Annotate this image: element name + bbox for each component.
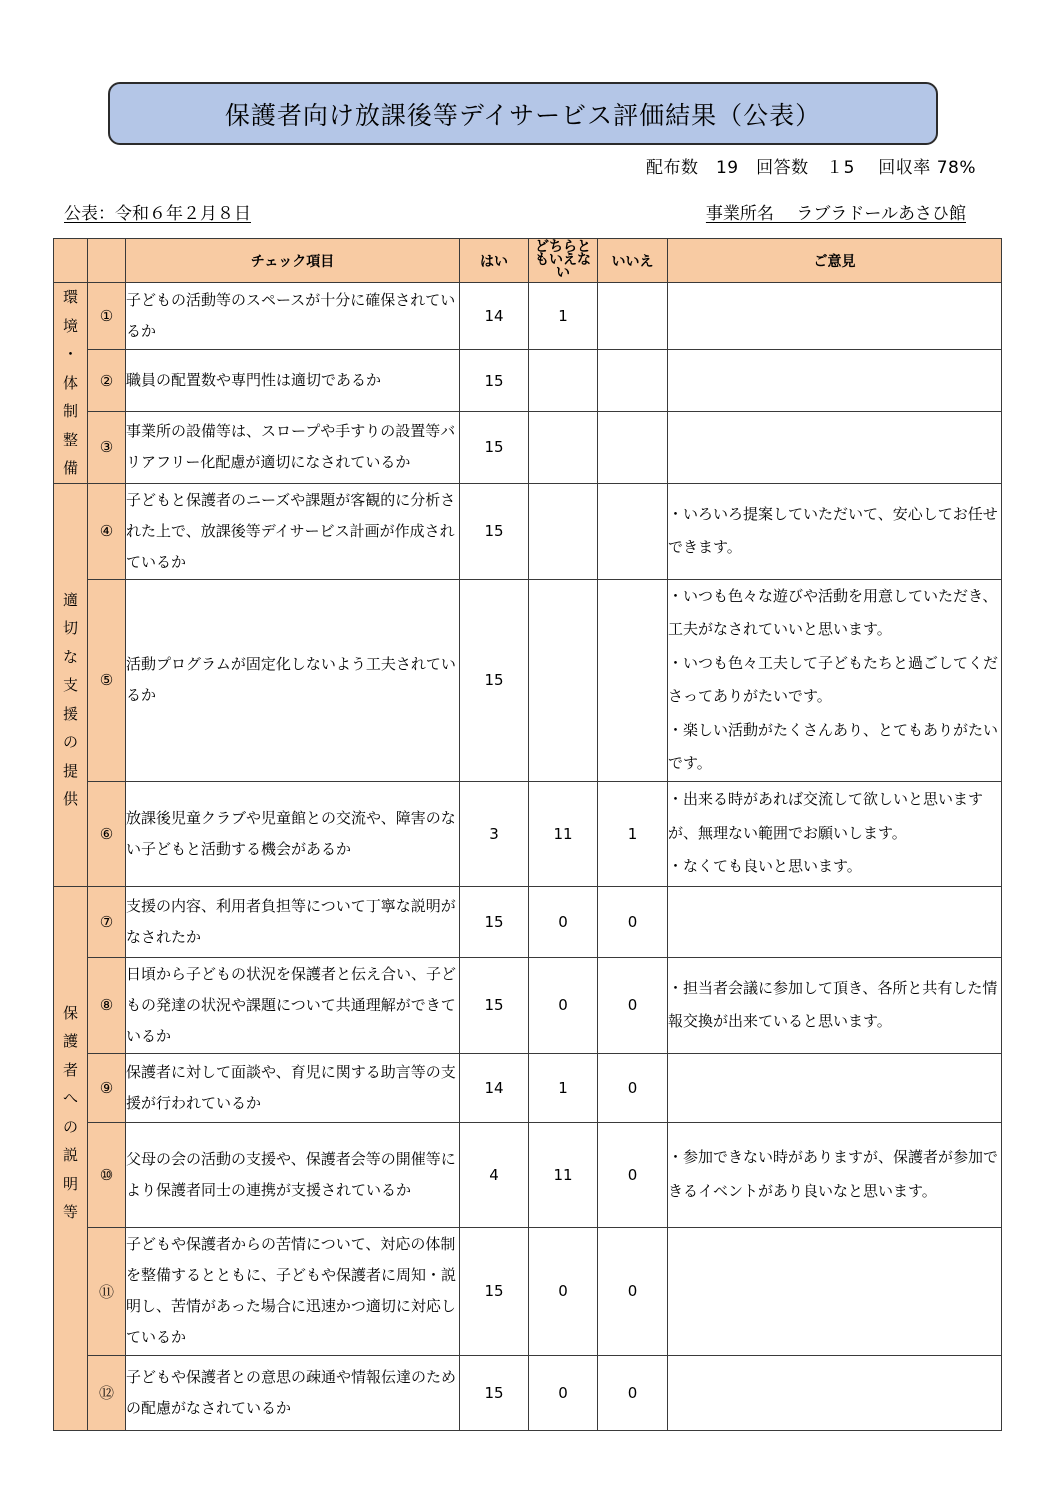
item-number: ⑧ xyxy=(88,957,126,1053)
header-no: いいえ xyxy=(598,239,668,283)
table-row xyxy=(54,1227,1002,1355)
check-item-text: 日頃から子どもの状況を保護者と伝え合い、子どもの発達の状況や課題について共通理解ができているか xyxy=(126,957,460,1053)
yes-count: 14 xyxy=(460,283,529,350)
opinion-cell xyxy=(668,1053,1002,1122)
check-item-text: 事業所の設備等は、スロープや手すりの設置等バリアフリー化配慮が適切になされているか xyxy=(126,412,460,483)
neither-count: 0 xyxy=(529,1227,598,1355)
yes-count: 15 xyxy=(460,483,529,579)
opinion-cell xyxy=(668,781,1002,886)
neither-count xyxy=(529,412,598,483)
no-count xyxy=(598,412,668,483)
check-item-text: 父母の会の活動の支援や、保護者会等の開催等により保護者同士の連携が支援されているか xyxy=(126,1122,460,1227)
neither-count: 1 xyxy=(529,283,598,350)
no-count: 0 xyxy=(598,957,668,1053)
table-header-row xyxy=(54,239,1002,283)
table-row xyxy=(54,412,1002,483)
header-opinion: ご意見 xyxy=(668,239,1002,283)
opinion-comment: ・楽しい活動がたくさんあり、とてもありがたいです。 xyxy=(668,720,999,772)
no-count xyxy=(598,350,668,412)
yes-count: 15 xyxy=(460,957,529,1053)
no-count: 0 xyxy=(598,886,668,957)
yes-count: 15 xyxy=(460,579,529,781)
item-number: ⑤ xyxy=(88,579,126,781)
item-number: ③ xyxy=(88,412,126,483)
no-count: 1 xyxy=(598,781,668,886)
table-row xyxy=(54,350,1002,412)
neither-count: 1 xyxy=(529,1053,598,1122)
table-row xyxy=(54,781,1002,886)
publication-date: 公表：令和６年２月８日 xyxy=(64,204,251,224)
neither-count xyxy=(529,579,598,781)
title-text: 保護者向け放課後等デイサービス評価結果（公表） xyxy=(224,100,822,130)
opinion-cell xyxy=(668,886,1002,957)
neither-count: 0 xyxy=(529,957,598,1053)
yes-count: 15 xyxy=(460,886,529,957)
header-blank-number xyxy=(88,239,126,283)
neither-count: 11 xyxy=(529,1122,598,1227)
neither-count xyxy=(529,350,598,412)
item-number: ④ xyxy=(88,483,126,579)
opinion-cell xyxy=(668,1122,1002,1227)
no-count xyxy=(598,283,668,350)
opinion-cell xyxy=(668,483,1002,579)
yes-count: 4 xyxy=(460,1122,529,1227)
table-row xyxy=(54,886,1002,957)
item-number: ② xyxy=(88,350,126,412)
yes-count: 15 xyxy=(460,350,529,412)
yes-count: 15 xyxy=(460,1227,529,1355)
category-cell: 環 境 ・ 体 制 整 備 xyxy=(54,283,88,484)
opinion-comment: ・いろいろ提案していただいて、安心してお任せできます。 xyxy=(668,504,998,556)
yes-count: 14 xyxy=(460,1053,529,1122)
item-number: ⑥ xyxy=(88,781,126,886)
page-title xyxy=(108,82,938,145)
item-number: ⑩ xyxy=(88,1122,126,1227)
table-row xyxy=(54,1122,1002,1227)
no-count: 0 xyxy=(598,1227,668,1355)
table-row xyxy=(54,1053,1002,1122)
opinion-comment: ・いつも色々な遊びや活動を用意していただき、工夫がなされていいと思います。 xyxy=(668,586,998,638)
neither-count: 0 xyxy=(529,886,598,957)
check-item-text: 保護者に対して面談や、育児に関する助言等の支援が行われているか xyxy=(126,1053,460,1122)
category-cell: 適 切 な 支 援 の 提 供 xyxy=(54,483,88,886)
check-item-text: 子どもや保護者からの苦情について、対応の体制を整備するとともに、子どもや保護者に周知・説明し、苦情があった場合に迅速かつ適切に対応しているか xyxy=(126,1227,460,1355)
item-number: ① xyxy=(88,283,126,350)
opinion-cell xyxy=(668,579,1002,781)
table-row xyxy=(54,483,1002,579)
check-item-text: 支援の内容、利用者負担等について丁寧な説明がなされたか xyxy=(126,886,460,957)
item-number: ⑫ xyxy=(88,1355,126,1430)
check-item-text: 職員の配置数や専門性は適切であるか xyxy=(126,350,460,412)
opinion-cell xyxy=(668,957,1002,1053)
no-count: 0 xyxy=(598,1053,668,1122)
header-yes: はい xyxy=(460,239,529,283)
neither-count: 11 xyxy=(529,781,598,886)
no-count xyxy=(598,579,668,781)
item-number: ⑪ xyxy=(88,1227,126,1355)
opinion-cell xyxy=(668,412,1002,483)
survey-stats: 配布数 19 回答数 １5 回収率 78% xyxy=(645,158,976,178)
check-item-text: 子どもや保護者との意思の疎通や情報伝達のための配慮がなされているか xyxy=(126,1355,460,1430)
opinion-comment: ・参加できない時がありますが、保護者が参加できるイベントがあり良いなと思います。 xyxy=(668,1148,999,1200)
table-row xyxy=(54,957,1002,1053)
category-cell: 保 護 者 へ の 説 明 等 xyxy=(54,886,88,1430)
yes-count: 15 xyxy=(460,1355,529,1430)
opinion-cell xyxy=(668,1227,1002,1355)
header-neither: どちらともいえない xyxy=(529,239,598,283)
opinion-comment: ・出来る時があれば交流して欲しいと思いますが、無理ない範囲でお願いします。 xyxy=(668,790,984,842)
opinion-cell xyxy=(668,283,1002,350)
office-name: 事業所名 ラブラドールあさひ館 xyxy=(705,204,966,224)
opinion-cell xyxy=(668,350,1002,412)
evaluation-table xyxy=(53,238,1002,1431)
no-count: 0 xyxy=(598,1122,668,1227)
yes-count: 3 xyxy=(460,781,529,886)
opinion-comment: ・いつも色々工夫して子どもたちと過ごしてくださってありがたいです。 xyxy=(668,653,999,705)
opinion-cell xyxy=(668,1355,1002,1430)
table-row xyxy=(54,283,1002,350)
yes-count: 15 xyxy=(460,412,529,483)
item-number: ⑦ xyxy=(88,886,126,957)
table-row xyxy=(54,1355,1002,1430)
header-blank-category xyxy=(54,239,88,283)
check-item-text: 子どもと保護者のニーズや課題が客観的に分析された上で、放課後等デイサービス計画が作成されているか xyxy=(126,483,460,579)
check-item-text: 放課後児童クラブや児童館との交流や、障害のない子どもと活動する機会があるか xyxy=(126,781,460,886)
item-number: ⑨ xyxy=(88,1053,126,1122)
neither-count xyxy=(529,483,598,579)
no-count xyxy=(598,483,668,579)
check-item-text: 子どもの活動等のスペースが十分に確保されているか xyxy=(126,283,460,350)
no-count: 0 xyxy=(598,1355,668,1430)
header-check-item: チェック項目 xyxy=(126,239,460,283)
opinion-comment: ・担当者会議に参加して頂き、各所と共有した情報交換が出来ていると思います。 xyxy=(668,978,998,1030)
neither-count: 0 xyxy=(529,1355,598,1430)
opinion-comment: ・なくても良いと思います。 xyxy=(668,857,862,876)
check-item-text: 活動プログラムが固定化しないよう工夫されているか xyxy=(126,579,460,781)
table-row xyxy=(54,579,1002,781)
